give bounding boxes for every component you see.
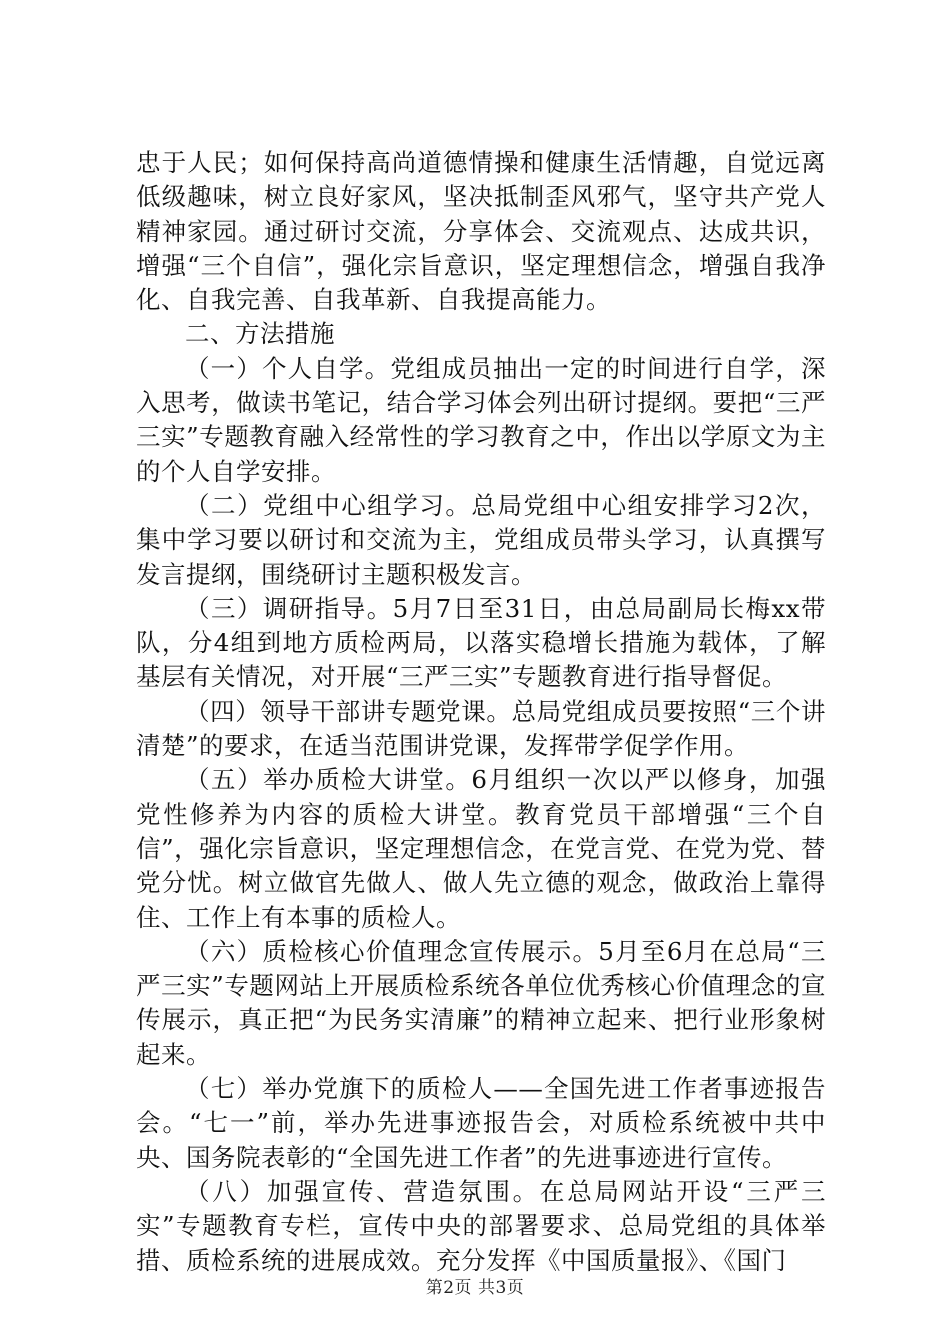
page-number-footer: 第2页 共3页: [425, 1278, 525, 1298]
paragraph-item-4: （四）领导干部讲专题党课。总局党组成员要按照“三个讲清楚”的要求，在适当范围讲党课，发挥带学促学作用。: [136, 696, 826, 761]
paragraph-item-5: （五）举办质检大讲堂。6月组织一次以严以修身，加强党性修养为内容的质检大讲堂。教育党员干部增强“三个自信”，强化宗旨意识，坚定理想信念，在党言党、在党为党、替党分忧。树立做官先做人、做人先立德的观念，做政治上靠得住、工作上有本事的质检人。: [136, 765, 826, 932]
paragraph-continuation: 忠于人民；如何保持高尚道德情操和健康生活情趣，自觉远离低级趣味，树立良好家风，坚决抵制歪风邪气，坚守共产党人精神家园。通过研讨交流，分享体会、交流观点、达成共识，增强“三个自信”，强化宗旨意识，坚定理想信念，增强自我净化、自我完善、自我革新、自我提高能力。: [136, 148, 826, 315]
paragraph-item-1: （一）个人自学。党组成员抽出一定的时间进行自学，深入思考，做读书笔记，结合学习体会列出研讨提纲。要把“三严三实”专题教育融入经常性的学习教育之中，作出以学原文为主的个人自学安排。: [136, 353, 826, 486]
paragraph-item-8: （八）加强宣传、营造氛围。在总局网站开设“三严三实”专题教育专栏，宣传中央的部署要求、总局党组的具体举措、质检系统的进展成效。充分发挥《中国质量报》、《国门: [136, 1176, 826, 1275]
paragraph-item-6: （六）质检核心价值理念宣传展示。5月至6月在总局“三严三实”专题网站上开展质检系统各单位优秀核心价值理念的宣传展示，真正把“为民务实清廉”的精神立起来、把行业形象树起来。: [136, 936, 826, 1069]
paragraph-item-3: （三）调研指导。5月7日至31日，由总局副局长梅xx带队，分4组到地方质检两局，以落实稳增长措施为载体，了解基层有关情况，对开展“三严三实”专题教育进行指导督促。: [136, 593, 826, 692]
document-body: [136, 146, 826, 1278]
paragraph-item-7: （七）举办党旗下的质检人——全国先进工作者事迹报告会。“七一”前，举办先进事迹报告会，对质检系统被中共中央、国务院表彰的“全国先进工作者”的先进事迹进行宣传。: [136, 1074, 826, 1172]
section-heading-methods: 二、方法措施: [185, 319, 335, 349]
paragraph-item-2: （二）党组中心组学习。总局党组中心组安排学习2次，集中学习要以研讨和交流为主，党组成员带头学习，认真撰写发言提纲，围绕研讨主题积极发言。: [136, 490, 826, 589]
